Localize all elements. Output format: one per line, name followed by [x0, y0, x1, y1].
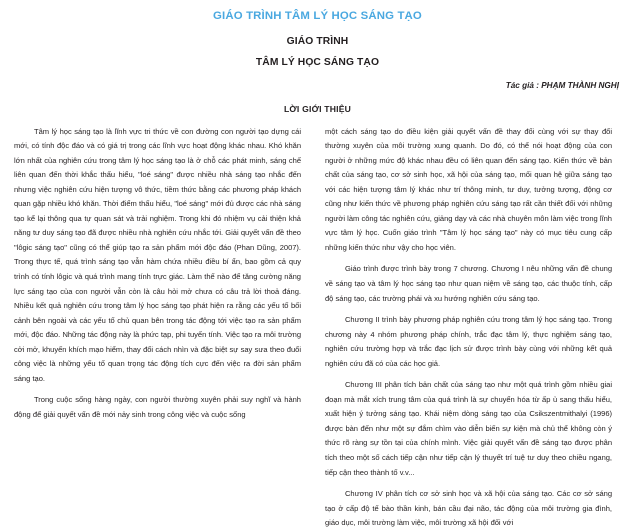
two-column-layout [14, 125, 621, 531]
document-title: GIÁO TRÌNH [286, 35, 349, 47]
paragraph: Giáo trình được trình bày trong 7 chương. Chương I nêu những vấn đề chung về sáng tạo và tâm lý học sáng tạo như quan niệm về sáng tạo, các thuộc tính, cấp độ sáng tạo, các trường phái và xu hướng nghiên cứu sáng tạo. [325, 264, 612, 303]
banner-title: GIÁO TRÌNH TÂM LÝ HỌC SÁNG TẠO [213, 10, 422, 22]
paragraph: Chương IV phân tích cơ sở sinh học và xã hội của sáng tạo. Các cơ sở sáng tạo ở cấp độ tế bào thần kinh, bán cầu đại não, tác động của môi trường gia đình, giáo dục, môi trường làm việc, môi trường xã hội đối với [325, 489, 612, 528]
paragraph: một cách sáng tạo do điều kiện giải quyết vấn đề thay đổi cùng với sự thay đổi thường xuyên của môi trường xung quanh. Do đó, có thể nói hoạt động của con người ở những mức độ khác nhau đều có liên quan đến sáng tạo. Kiến thức về bản chất của sáng tạo, cơ sở sinh học, xã hội của sáng tạo, mối quan hệ giữa sáng tạo với các hiện tượng tâm lý khác như trí thông minh, tư duy, tưởng tượng, động cơ cũng như kiến thức về phương pháp nghiên cứu sáng tạo rất cần thiết đối với những người làm công tác nghiên cứu, giảng dạy và các nhà chuyên môn làm việc trong lĩnh vực tâm lý học. Cuốn giáo trình "Tâm lý học sáng tạo" này có mục tiêu cung cấp những kiến thức như vậy cho học viên. [325, 126, 612, 252]
right-column [325, 125, 612, 531]
author-line: Tác giả : PHẠM THÀNH NGHỊ [505, 81, 619, 91]
paragraph: Tâm lý học sáng tạo là lĩnh vực tri thức về con đường con người tạo dựng cái mới, có tính độc đáo và có giá trị trong các lĩnh vực hoạt động khác nhau. Khó khăn lớn nhất của nghiên cứu trong tâm lý học sáng tạo là ở chỗ các phát minh, sáng chế liên quan đến thời khắc thấu hiểu, "loé sáng" được nhiều nhà sáng tạo nhắc đến nhưng việc nghiên cứu hiện tượng vô thức, tiềm thức bằng các phương pháp khách quan gặp nhiều khó khăn. Thời điểm thấu hiểu, "loé sáng" mới đủ được các nhà sáng tạo kể lại thông qua tự quan sát và trải nghiệm. Trong khi đó nhiệm vụ cải thiện khả năng tư duy sáng tạo đã được nhiều nhà nghiên cứu nhắc tới. Giải quyết vấn đề theo "lôgic sáng tạo" cũng có thể giúp tạo ra sản phẩm mới độc đáo (Phan Dũng, 2007). Trong thực tế, quá trình sáng tạo vẫn hàm chứa nhiều điều bí ẩn, bao gồm cả quy trình có tính lôgic và quá trình mang tính trực giác. Làm thế nào để tăng cường năng lực sáng tạo của con người vẫn còn là câu hỏi mở chưa có câu trả lời thoả đáng. Nhiều kết quả nghiên cứu trong tâm lý học sáng tạo phát hiện ra rằng các yếu tố bối cảnh bên ngoài và các yếu tố chủ quan bên trong tác động tới việc tạo ra sản phẩm mới, độc đáo. Những tác động này là phức tạp, phi tuyến tính. Việc tạo ra môi trường cởi mở, khuyến khích mạo hiểm, thay đổi cách nhìn và đặc biệt sự say sưa theo đuổi công việc là những yếu tố quan trọng tác động tích cực đến việc ra đời sản phẩm sáng tạo. [14, 126, 301, 383]
left-column [14, 125, 301, 423]
paragraph: Chương III phân tích bản chất của sáng tạo như một quá trình gồm nhiều giai đoạn mà mắt xích trung tâm của quá trình là sự chuyển hóa từ ấp ủ sang thấu hiểu, xuất hiện ý tưởng sáng tạo. Khái niệm dòng sáng tạo của Csikszentmithalyi (1996) được bàn đến như một sự đắm chìm vào diễn biến sự kiện mà chủ thể không còn ý thức rõ ràng sự tồn tại của chính mình. Việc giải quyết vấn đề sáng tạo được phân tích theo một số cách tiếp cận như tiếp cận lý thuyết trí tuệ tư duy theo chiều ngang, tiếp cận theo thành tố v.v... [325, 380, 612, 477]
paragraph: Trong cuộc sống hàng ngày, con người thường xuyên phải suy nghĩ và hành động để giải quyết vấn đề mới nảy sinh trong công việc và cuộc sống [14, 395, 301, 419]
paragraph: Chương II trình bày phương pháp nghiên cứu trong tâm lý học sáng tạo. Trong chương này 4 nhóm phương pháp chính, trắc đạc tâm lý, thực nghiệm sáng tạo, nghiên cứu trường hợp và trắc đạc lịch sử được trình bày cùng với những kết quả nghiên cứu đã có của các học giả. [325, 315, 612, 368]
section-heading: LỜI GIỚI THIỆU [283, 104, 352, 115]
document-subtitle: TÂM LÝ HỌC SÁNG TẠO [255, 57, 380, 69]
